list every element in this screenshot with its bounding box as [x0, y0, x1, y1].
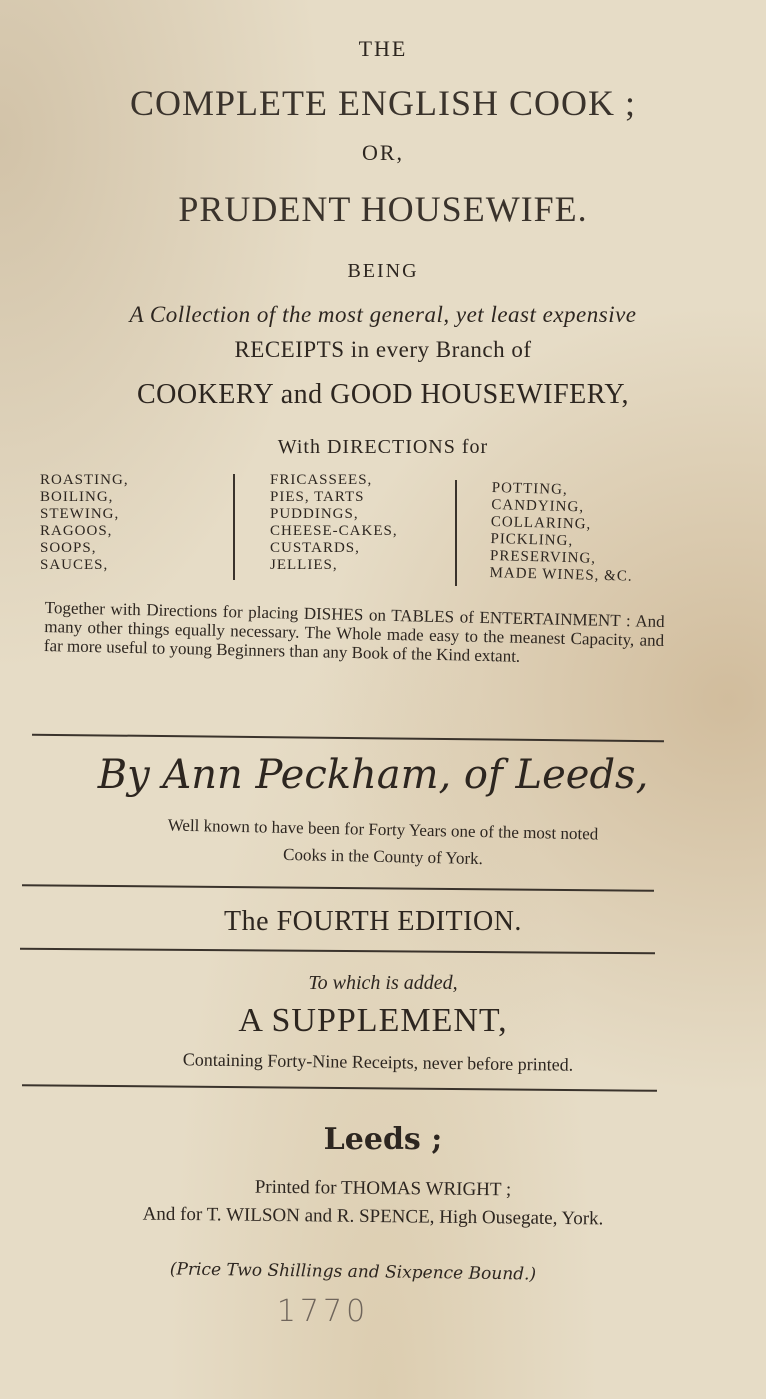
list-item: STEWING,	[40, 506, 120, 522]
author-note-2: Cooks in the County of York.	[282, 844, 484, 869]
supplement-note: Containing Forty-Nine Receipts, never before printed.	[182, 1049, 574, 1075]
list-item: FRICASSEES,	[270, 472, 373, 488]
together-paragraph: Together with Directions for placing DISHES on TABLES of ENTERTAINMENT : And many other things equally necessary. The Whole made easy to the meanest Capacity, and far more useful to young Beginners than any Book of the Kind extant.	[43, 598, 665, 666]
price-line: (Price Two Shillings and Sixpence Bound.)	[169, 1259, 537, 1285]
list-item: PIES, TARTS	[270, 489, 365, 505]
list-item: PICKLING,	[490, 530, 574, 550]
list-item: SAUCES,	[40, 557, 109, 573]
title-or: OR,	[361, 140, 405, 165]
author-line: By Ann Peckham, of Leeds,	[97, 752, 649, 798]
subtitle: PRUDENT HOUSEWIFE.	[178, 189, 588, 229]
handwritten-year: 1770	[276, 1294, 370, 1329]
list-item: MADE WINES, &C.	[489, 564, 633, 585]
column-divider	[233, 474, 235, 580]
edition-line: The FOURTH EDITION.	[224, 906, 522, 937]
place-line: Leeds ;	[323, 1122, 443, 1157]
list-item: COLLARING,	[490, 513, 592, 533]
list-item: CHEESE-CAKES,	[270, 523, 398, 539]
list-item: ROASTING,	[40, 472, 129, 488]
column-2	[270, 472, 398, 574]
collection-line-2: RECEIPTS in every Branch of	[234, 337, 532, 362]
divider-rule	[22, 1084, 657, 1092]
cookery-line: COOKERY and GOOD HOUSEWIFERY,	[136, 379, 630, 410]
list-item: CUSTARDS,	[270, 540, 360, 556]
collection-line-1: A Collection of the most general, yet least expensive	[129, 302, 637, 327]
directions-heading: With DIRECTIONS for	[277, 436, 489, 458]
added-line: To which is added,	[308, 972, 458, 994]
title-the: THE	[358, 36, 408, 61]
list-item: CANDYING,	[491, 496, 585, 516]
divider-rule	[32, 734, 664, 743]
supplement-line: A SUPPLEMENT,	[238, 1002, 508, 1039]
list-item: JELLIES,	[270, 557, 338, 573]
main-title: COMPLETE ENGLISH COOK ;	[130, 83, 636, 123]
column-3	[489, 480, 635, 586]
list-item: BOILING,	[40, 489, 114, 505]
divider-rule	[20, 948, 655, 954]
list-item: RAGOOS,	[40, 523, 113, 539]
printed-line-1: Printed for THOMAS WRIGHT ;	[254, 1176, 512, 1201]
printed-line-2: And for T. WILSON and R. SPENCE, High Ousegate, York.	[142, 1203, 604, 1230]
list-item: SOOPS,	[40, 540, 97, 556]
column-1	[40, 472, 129, 574]
list-item: PUDDINGS,	[270, 506, 359, 522]
column-divider	[455, 480, 457, 586]
being-label: BEING	[347, 260, 419, 282]
list-item: PRESERVING,	[489, 547, 597, 567]
divider-rule	[22, 884, 654, 892]
author-note-1: Well known to have been for Forty Years one of the most noted	[167, 815, 599, 844]
list-item: POTTING,	[491, 480, 568, 498]
